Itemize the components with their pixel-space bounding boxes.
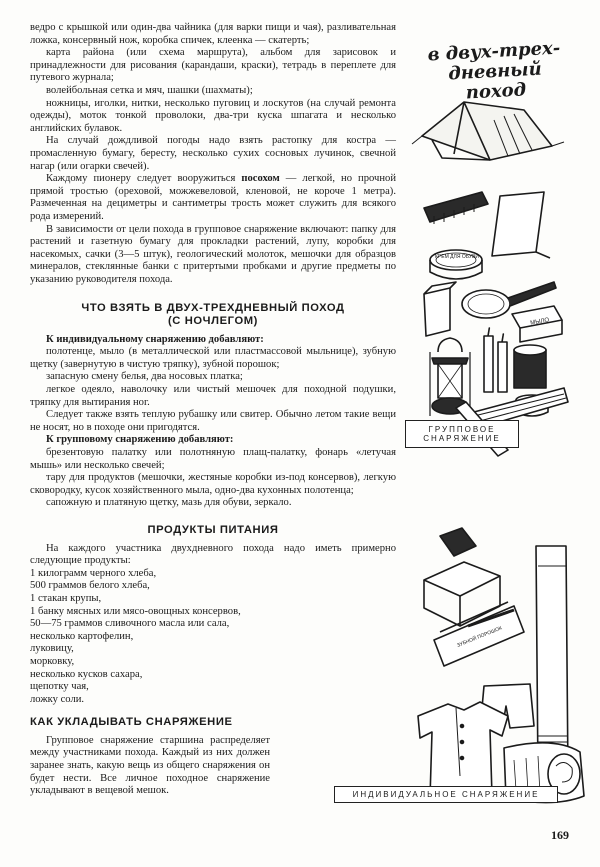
tent-icon xyxy=(412,102,564,160)
intro-para-1: ведро с крышкой или один-два чайника (для варки пищи и чая), разливательная ложка, консервный нож, коробка спичек, клеенка — скатерть; xyxy=(30,22,396,46)
text-column xyxy=(30,22,396,798)
intro-para-2: карта района (или схема маршрута), альбом для зарисовок и принадлежности для рисования (карандаши, краски), тетрадь в переплете для путевого журнала; xyxy=(30,47,396,84)
list-item: 1 банку мясных или мясо-овощных консервов, xyxy=(30,605,241,617)
page-number: 169 xyxy=(551,828,569,842)
list-item: 1 килограмм черного хлеба, xyxy=(30,567,157,579)
section1-title-line2: (С НОЧЛЕГОМ) xyxy=(167,315,258,328)
soap-label: МЫЛО xyxy=(529,317,550,327)
shirt-icon xyxy=(418,702,508,798)
list-item: щепотку чая, xyxy=(30,681,89,693)
jar-icon xyxy=(514,345,546,388)
list-item: 500 граммов белого хлеба, xyxy=(30,580,150,592)
group-gear-3: сапожную и платяную щетку, мазь для обуви, зеркало. xyxy=(46,497,292,509)
intro-para-6 xyxy=(30,173,396,223)
list-item: 50—75 граммов сливочного масла или сала, xyxy=(30,618,230,630)
packing-para: Групповое снаряжение старшина распределяет между участниками похода. Каждый из них должен заранее знать, какую вещь из общего снаряжения он будет нести. Все личное походное снаряжение укладывают в вещевой мешок. xyxy=(30,734,270,797)
section1-title-line1: ЧТО ВЗЯТЬ В ДВУХ-ТРЕХДНЕВНЫЙ ПОХОД xyxy=(81,302,345,315)
list-item: морковку, xyxy=(30,655,75,667)
toothpowder-label: ЗУБНОЙ ПОРОШОК xyxy=(456,625,503,649)
toothpowder-icon xyxy=(424,282,456,336)
long-towel-icon xyxy=(536,546,568,776)
intro-para-5: На случай дождливой погоды надо взять растопку для костра — промасленную бумагу, бересту, несколько сухих сосновых лучинок, свечной нагар (или огарки свечей). xyxy=(30,135,396,172)
personal-gear-4: Следует также взять теплую рубашку или свитер. Обычно летом такие вещи не носят, но в походе они пригодятся. xyxy=(30,409,396,433)
food-list xyxy=(30,568,396,707)
intro-para-6-a: Каждому пионеру следует вооружиться xyxy=(46,173,242,185)
group-gear-label: ГРУППОВОЕ СНАРЯЖЕНИЕ xyxy=(405,420,519,448)
personal-gear-1: полотенце, мыло (в металлической или пластмассовой мыльнице), зубную щетку (завернутую в чистую тряпку), зубной порошок; xyxy=(30,346,396,370)
brush-icon xyxy=(424,192,488,224)
intro-para-7: В зависимости от цели похода в групповое снаряжение включают: папку для растений и газетную бумагу для прокладки растений, лупу, коробки для насекомых, сачки (3—5 штук), геологический молоток, мешочки для образцов минералов, стеклянные банки с притертыми пробками и другие предметы по указанию руководителя похода. xyxy=(30,223,396,285)
individual-gear-label: ИНДИВИДУАЛЬНОЕ СНАРЯЖЕНИЕ xyxy=(334,786,558,803)
group-gear-1: брезентовую палатку или полотняную плащ-палатку, фонарь «летучая мышь» или несколько свечей; xyxy=(30,447,396,471)
intro-para-3: волейбольная сетка и мяч, шашки (шахматы); xyxy=(46,84,253,96)
list-item: несколько кусков сахара, xyxy=(30,668,143,680)
list-item: несколько картофелин, xyxy=(30,630,134,642)
list-item: 1 стакан крупы, xyxy=(30,592,102,604)
group-gear-heading: К групповому снаряжению добавляют: xyxy=(46,434,234,446)
candles-icon xyxy=(484,328,507,392)
mirror-icon xyxy=(492,192,550,258)
illustration-title-line1: в двух-трех- xyxy=(427,37,561,66)
intro-para-6-c: — легкой, но прочной прямой тростью (ореховой, можжевеловой, кленовой, не короче 1 метра). Размеченная на дециметры и сантиметры трость может служить для всякого рода измерений. xyxy=(30,173,396,222)
illustration-title-line2: дневный поход xyxy=(447,58,543,104)
section3-title: КАК УКЛАДЫВАТЬ СНАРЯЖЕНИЕ xyxy=(30,716,233,729)
group-gear-2: тару для продуктов (мешочки, жестяные коробки из-под консервов), легкую сковородку, кусок хозяйственного мыла, одно-два кухонных полотенца; xyxy=(30,472,396,496)
section2-title: ПРОДУКТЫ ПИТАНИЯ xyxy=(147,523,279,536)
food-intro: На каждого участника двухдневного похода надо иметь примерно следующие продукты: xyxy=(30,542,396,567)
personal-gear-3: легкое одеяло, наволочку или чистый мешочек для походной подушки, тряпку для вытирания ног. xyxy=(30,384,396,408)
shoe-polish-label: КРЕМ ДЛЯ ОБУВИ xyxy=(435,254,479,260)
intro-para-4: ножницы, иголки, нитки, несколько пуговиц и лоскутов (на случай ремонта одежды), моток тонкой проволоки, два-три куска шпагата и несколько английских булавок. xyxy=(30,97,396,134)
staff-term: посохом xyxy=(241,173,280,185)
personal-gear-2: запасную смену белья, два носовых платка; xyxy=(46,371,243,383)
personal-gear-heading: К индивидуальному снаряжению добавляют: xyxy=(46,333,264,345)
list-item: луковицу, xyxy=(30,643,74,655)
list-item: ложку соли. xyxy=(30,693,85,705)
